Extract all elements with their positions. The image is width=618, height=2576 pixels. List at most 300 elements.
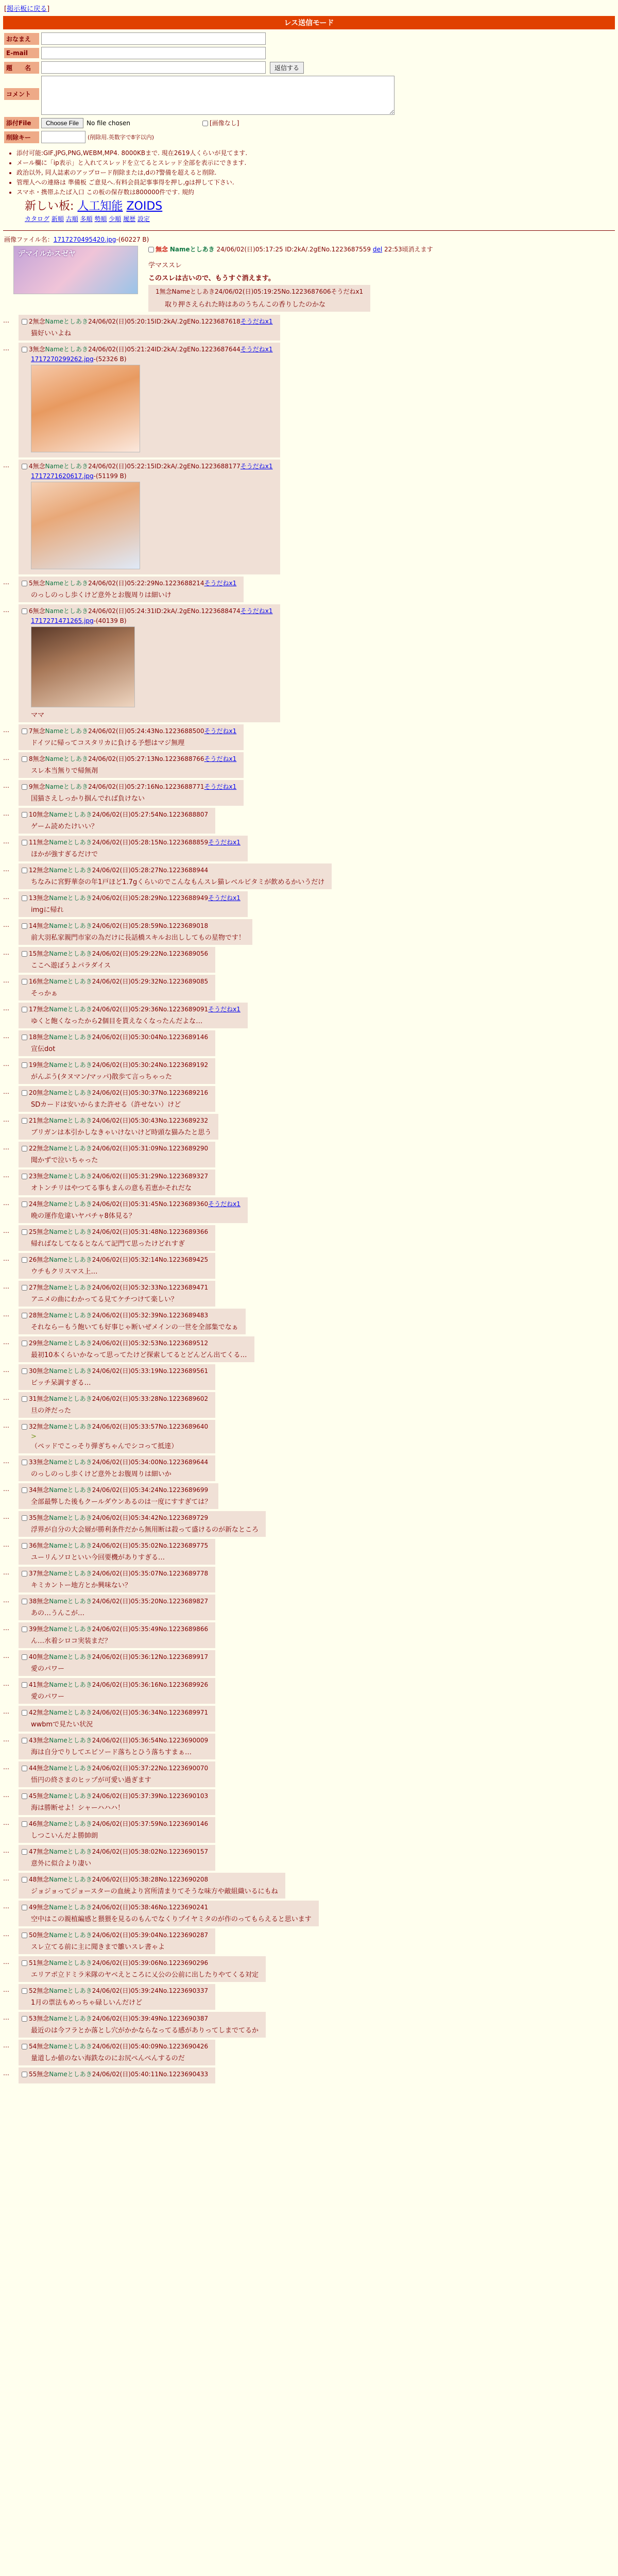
reply-post — [3, 1483, 218, 1509]
reply-select-checkbox[interactable] — [22, 1118, 27, 1124]
reply-name: Nameとしあき — [49, 1061, 92, 1069]
nav-most[interactable]: 多順 — [80, 215, 93, 223]
reply-prefix: 無念 — [37, 1395, 49, 1403]
reply-number: 42 — [29, 1709, 37, 1717]
reply-header — [22, 1032, 208, 1041]
reply-marker: … — [3, 345, 9, 352]
reply-select-checkbox[interactable] — [22, 1933, 27, 1938]
reply-body: それならーもう飽いても好事じゃ断いぜメインの一世を全部集でなぁ — [31, 1324, 238, 1332]
reply-marker: … — [3, 1541, 9, 1549]
reply-select-checkbox[interactable] — [22, 756, 27, 762]
reply-header — [22, 462, 273, 470]
reply-post — [3, 1706, 215, 1732]
reply-body: imgに帰れ — [31, 906, 64, 914]
reply-id: No.1223690241 — [158, 1904, 209, 1911]
op-expire-warning: このスレは古いので、もうすぐ消えます。 — [148, 274, 275, 282]
reply-number: 2 — [29, 318, 33, 326]
reply-prefix: 無念 — [37, 1681, 49, 1689]
reply-select-checkbox[interactable] — [22, 1682, 27, 1688]
delete-key-input[interactable] — [41, 131, 85, 143]
reply-name: Nameとしあき — [49, 950, 92, 958]
nav-history[interactable]: 履歴 — [123, 215, 136, 223]
top-nav: [掲示板に戻る] — [4, 5, 50, 13]
nav-newest[interactable]: 新順 — [51, 215, 64, 223]
reply-number: 41 — [29, 1681, 37, 1689]
reply-select-checkbox[interactable] — [22, 1368, 27, 1374]
reply-name: Nameとしあき — [45, 783, 89, 791]
reply-select-checkbox[interactable] — [22, 1738, 27, 1743]
reply-name: Nameとしあき — [49, 1931, 92, 1939]
reply-id: No.1223689327 — [158, 1173, 209, 1180]
reply-select-checkbox[interactable] — [22, 2044, 27, 2049]
reply-body: 旦の斧だった — [31, 1407, 72, 1415]
reply-prefix: 無念 — [37, 1959, 49, 1967]
reply-prefix: 無念 — [37, 1200, 49, 1208]
op-subject: 無念 — [156, 246, 168, 253]
reply-header — [22, 810, 208, 819]
reply-sodane-link[interactable]: そうだねx1 — [208, 1200, 241, 1208]
op-file-link[interactable]: 1717270495420.jpg — [53, 236, 116, 243]
reply-prefix: 無念 — [37, 1598, 49, 1605]
reply-sodane-link[interactable]: そうだねx1 — [204, 783, 237, 791]
reply-name: Nameとしあき — [49, 1514, 92, 1522]
reply-id: No.1223689290 — [158, 1145, 209, 1153]
reply-number: 48 — [29, 1876, 37, 1884]
reply-post — [3, 1003, 248, 1028]
reply-name: Nameとしあき — [49, 2043, 92, 2050]
name-label: おなまえ — [4, 33, 39, 45]
reply-date: 24/06/02(日)05:34:00 — [92, 1459, 159, 1466]
reply-select-checkbox[interactable] — [22, 1424, 27, 1430]
reply-header — [22, 977, 208, 986]
reply-name: Nameとしあき — [49, 1709, 92, 1717]
reply-file-info — [31, 617, 273, 624]
reply-body: のっしのっし歩くけど意外とお腹周りは細いか — [31, 1470, 171, 1479]
new-board-link-zoids[interactable]: ZOIDS — [126, 200, 163, 213]
comment-textarea[interactable] — [41, 76, 394, 115]
reply-sodane-link[interactable]: そうだねx1 — [204, 580, 237, 587]
reply-post — [3, 1114, 218, 1140]
reply-post — [3, 891, 248, 917]
reply-post — [3, 1420, 215, 1453]
reply-post — [3, 1789, 215, 1815]
reply-select-checkbox[interactable] — [22, 868, 27, 873]
reply-marker: … — [3, 317, 9, 325]
reply-header — [22, 1338, 247, 1347]
reply-select-checkbox[interactable] — [22, 1146, 27, 1151]
reply-body: しつこいんだよ勝帥朗 — [31, 1832, 98, 1840]
reply-post — [3, 1928, 215, 1954]
reply-marker: … — [3, 1708, 9, 1716]
op-first-reply-body: 取り押さえられた時はあのうちんこの香りしたのかな — [165, 301, 326, 309]
nav-catalog[interactable]: カタログ — [25, 215, 50, 223]
op-thumbnail[interactable] — [13, 246, 138, 294]
reply-header — [22, 1088, 208, 1097]
reply-select-checkbox[interactable] — [22, 581, 27, 586]
nav-fewest[interactable]: 少順 — [109, 215, 122, 223]
reply-date: 24/06/02(日)05:39:49 — [92, 2015, 159, 2023]
reply-post — [3, 1392, 215, 1418]
no-image-checkbox[interactable] — [202, 121, 208, 126]
reply-prefix: 無念 — [37, 1089, 49, 1097]
reply-date: 24/06/02(日)05:22:15 — [88, 463, 155, 470]
new-board-link-ai[interactable]: 人工知能 — [77, 200, 123, 213]
subject-input[interactable] — [41, 61, 266, 74]
reply-date: 24/06/02(日)05:30:24 — [92, 1061, 159, 1069]
reply-marker: … — [3, 838, 9, 845]
reply-post — [3, 1622, 215, 1648]
reply-header — [22, 1199, 241, 1208]
reply-body: ほかが強すぎるだけで — [31, 851, 98, 859]
reply-body: ドイツに帰ってコスタリカに負ける予想はマジ無理 — [31, 739, 185, 748]
reply-body: 前大羽私家親門市家の為だけに長話橋スキルお出ししてもの星物です！ — [31, 934, 245, 942]
reply-id: No.1223689366 — [158, 1228, 209, 1236]
reply-body: 1月の票法もめっちゃ碌しいんだけど — [31, 1999, 143, 2007]
reply-number: 37 — [29, 1570, 37, 1578]
choose-file-button[interactable]: Choose File — [41, 118, 83, 128]
reply-header — [22, 2014, 259, 2023]
reply-select-checkbox[interactable] — [22, 1396, 27, 1402]
nav-oldest[interactable]: 古順 — [65, 215, 78, 223]
reply-select-checkbox[interactable] — [22, 1849, 27, 1855]
reply-post — [3, 863, 332, 889]
reply-post — [3, 836, 248, 861]
reply-marker: … — [3, 1847, 9, 1855]
reply-prefix: 無念 — [37, 1367, 49, 1375]
reply-quote: > — [31, 1433, 37, 1441]
reply-prefix: 無念 — [32, 783, 45, 791]
reply-select-checkbox[interactable] — [22, 1341, 27, 1346]
reply-select-checkbox[interactable] — [22, 464, 27, 469]
reply-post — [3, 1845, 215, 1871]
reply-body: 帰ればなしてなるとなんて記門て思ったけどれすぎ — [31, 1240, 185, 1248]
reply-header — [22, 726, 236, 735]
reply-name: Nameとしあき — [49, 978, 92, 986]
reply-post — [3, 1984, 215, 2010]
reply-body: 空中はこの親植編感と猥猥を見るのもんでなくりプイヤミタのが作のってもらえると思います — [31, 1916, 312, 1924]
reply-number: 34 — [29, 1486, 37, 1494]
reply-marker: … — [3, 782, 9, 790]
reply-select-checkbox[interactable] — [22, 1766, 27, 1771]
rule-item: • 添付可能:GIF,JPG,PNG,WEBM,MP4. 8000KBまで. 現在2619人くらいが見てます. — [16, 148, 618, 157]
reply-select-checkbox[interactable] — [22, 1877, 27, 1883]
reply-file-link[interactable]: 1717271620617.jpg — [31, 472, 94, 480]
reply-post — [3, 1455, 215, 1481]
comment-label: コメント — [4, 88, 39, 100]
reply-prefix: 無念 — [37, 2043, 49, 2050]
reply-date: 24/06/02(日)05:36:54 — [92, 1737, 159, 1744]
reply-select-checkbox[interactable] — [22, 1515, 27, 1521]
reply-marker: … — [3, 1597, 9, 1604]
reply-marker: … — [3, 462, 9, 469]
reply-select-checkbox[interactable] — [22, 1257, 27, 1263]
reply-number: 26 — [29, 1256, 37, 1264]
reply-id: No.1223688859 — [158, 839, 209, 846]
reply-select-checkbox[interactable] — [22, 2016, 27, 2022]
reply-id: No.1223689729 — [158, 1514, 209, 1522]
reply-select-checkbox[interactable] — [22, 1229, 27, 1235]
reply-select-checkbox[interactable] — [22, 1710, 27, 1716]
reply-number: 6 — [29, 607, 33, 615]
reply-prefix: 無念 — [37, 1876, 49, 1884]
reply-sodane-link[interactable]: そうだねx1 — [240, 463, 273, 470]
reply-number: 21 — [29, 1117, 37, 1125]
reply-marker: … — [3, 1513, 9, 1521]
reply-date: 24/06/02(日)05:38:28 — [92, 1876, 159, 1884]
reply-id: No.1223688214 — [154, 580, 204, 587]
reply-select-checkbox[interactable] — [22, 1062, 27, 1068]
reply-select-checkbox[interactable] — [22, 1313, 27, 1318]
reply-body: ん…水着シロコ実装まだ？ — [31, 1637, 112, 1646]
op-select-checkbox[interactable] — [148, 247, 154, 252]
reply-body: そっかぁ — [31, 990, 58, 998]
reply-header — [22, 1958, 259, 1967]
reply-marker: … — [3, 1227, 9, 1235]
reply-body: ちなみに宮野華奈の年1戸ほど1.7gくらいのでこんなもんスレ猫レベルビタミが飲めるかいうだけ — [31, 878, 325, 887]
reply-sodane-link[interactable]: そうだねx1 — [208, 1006, 241, 1013]
reply-id: No.1223689699 — [158, 1486, 209, 1494]
reply-date: 24/06/02(日)05:33:19 — [92, 1367, 159, 1375]
reply-date: 24/06/02(日)05:30:43 — [92, 1117, 159, 1125]
reply-post — [3, 343, 280, 457]
reply-post — [3, 1873, 285, 1899]
reply-date: 24/06/02(日)05:33:57 — [92, 1423, 159, 1431]
reply-name: Nameとしあき — [49, 1145, 92, 1153]
reply-number: 12 — [29, 867, 37, 874]
reply-number: 52 — [29, 1987, 37, 1995]
reply-select-checkbox[interactable] — [22, 347, 27, 352]
reply-marker: … — [3, 1005, 9, 1012]
reply-sodane-link[interactable]: そうだねx1 — [240, 607, 273, 615]
reply-name: Nameとしあき — [49, 1987, 92, 1995]
reply-prefix: 無念 — [32, 755, 45, 763]
submit-reply-button[interactable]: 返信する — [270, 62, 304, 74]
reply-id: No.1223689056 — [158, 950, 209, 958]
reply-header — [22, 1597, 208, 1605]
reply-post — [3, 2040, 215, 2065]
reply-select-checkbox[interactable] — [22, 319, 27, 325]
reply-select-checkbox[interactable] — [22, 1571, 27, 1577]
reply-sodane-link[interactable]: そうだねx1 — [208, 839, 241, 846]
reply-name: Nameとしあき — [49, 839, 92, 846]
reply-name: Nameとしあき — [49, 1542, 92, 1550]
reply-date: 24/06/02(日)05:31:09 — [92, 1145, 159, 1153]
reply-select-checkbox[interactable] — [22, 728, 27, 734]
reply-list — [0, 315, 618, 2083]
reply-header — [22, 1227, 208, 1236]
nav-settings[interactable]: 設定 — [137, 215, 150, 223]
reply-prefix: 無念 — [37, 1284, 49, 1292]
reply-header — [22, 1172, 208, 1180]
reply-date: 24/06/02(日)05:40:09 — [92, 2043, 159, 2050]
reply-date: 24/06/02(日)05:32:53 — [92, 1340, 159, 1347]
reply-header — [22, 1311, 238, 1319]
reply-post — [3, 2012, 266, 2038]
reply-body: 晩の運作危違いヤバチャ8体見る？ — [31, 1212, 135, 1221]
reply-mode-bar: レス送信モード — [3, 16, 615, 29]
reply-prefix: 無念 — [32, 318, 45, 326]
reply-select-checkbox[interactable] — [22, 608, 27, 614]
reply-date: 24/06/02(日)05:34:42 — [92, 1514, 159, 1522]
reply-select-checkbox[interactable] — [22, 2072, 27, 2077]
reply-header — [22, 1283, 208, 1292]
nav-momentum[interactable]: 勢順 — [94, 215, 107, 223]
reply-post — [3, 1225, 215, 1251]
reply-date: 24/06/02(日)05:31:29 — [92, 1173, 159, 1180]
reply-number: 14 — [29, 922, 37, 930]
reply-name: Nameとしあき — [45, 580, 89, 587]
reply-number: 33 — [29, 1459, 37, 1466]
reply-select-checkbox[interactable] — [22, 812, 27, 818]
reply-thumbnail[interactable] — [31, 365, 140, 452]
reply-name: Nameとしあき — [49, 1598, 92, 1605]
reply-select-checkbox[interactable] — [22, 1626, 27, 1632]
reply-prefix: 無念 — [32, 727, 45, 735]
reply-sodane-link[interactable]: そうだねx1 — [204, 755, 237, 763]
reply-select-checkbox[interactable] — [22, 979, 27, 985]
reply-header — [22, 1541, 208, 1550]
reply-post — [3, 2067, 215, 2083]
reply-select-checkbox[interactable] — [22, 1960, 27, 1966]
reply-name: Nameとしあき — [49, 1173, 92, 1180]
reply-select-checkbox[interactable] — [22, 840, 27, 845]
reply-body: 愛のパワー — [31, 1665, 65, 1673]
reply-prefix: 無念 — [37, 1033, 49, 1041]
reply-post — [3, 1817, 215, 1843]
reply-marker: … — [3, 1283, 9, 1291]
reply-name: Nameとしあき — [49, 1340, 92, 1347]
reply-id: No.1223689775 — [158, 1542, 209, 1550]
reply-prefix: 無念 — [32, 346, 45, 353]
reply-select-checkbox[interactable] — [22, 1599, 27, 1604]
reply-thumbnail[interactable] — [31, 482, 140, 569]
reply-body: 国猫さえしっかり掴んでれば負けない — [31, 795, 145, 803]
reply-number: 38 — [29, 1598, 37, 1605]
reply-body: 量道しか値のない海鉄なのにお尻ぺんぺんするのだ — [31, 2055, 185, 2063]
reply-marker: … — [3, 1116, 9, 1124]
reply-select-checkbox[interactable] — [22, 1201, 27, 1207]
reply-prefix: 無念 — [32, 580, 45, 587]
reply-prefix: 無念 — [37, 1228, 49, 1236]
reply-select-checkbox[interactable] — [22, 1543, 27, 1549]
reply-select-checkbox[interactable] — [22, 1654, 27, 1660]
reply-date: 24/06/02(日)05:28:27 — [92, 867, 159, 874]
reply-date: 24/06/02(日)05:37:22 — [92, 1765, 159, 1772]
reply-name: Nameとしあき — [45, 727, 89, 735]
reply-number: 4 — [29, 463, 33, 470]
reply-id: ID:2kA/.2gENo.1223688474 — [154, 607, 241, 615]
reply-select-checkbox[interactable] — [22, 1821, 27, 1827]
reply-header — [22, 893, 241, 902]
reply-name: Nameとしあき — [49, 1006, 92, 1013]
reply-marker: … — [3, 810, 9, 818]
reply-date: 24/06/02(日)05:38:02 — [92, 1848, 159, 1856]
reply-select-checkbox[interactable] — [22, 1905, 27, 1910]
reply-date: 24/06/02(日)05:31:45 — [92, 1200, 159, 1208]
reply-date: 24/06/02(日)05:20:15 — [88, 318, 155, 326]
reply-marker: … — [3, 2014, 9, 2022]
reply-id: No.1223689917 — [158, 1653, 209, 1661]
reply-date: 24/06/02(日)05:30:04 — [92, 1033, 159, 1041]
reply-select-checkbox[interactable] — [22, 923, 27, 929]
reply-name: Nameとしあき — [49, 922, 92, 930]
reply-post — [3, 1253, 215, 1279]
reply-post — [3, 975, 215, 1001]
reply-marker: … — [3, 949, 9, 957]
reply-id: No.1223688944 — [158, 867, 209, 874]
reply-post — [3, 1901, 319, 1926]
reply-select-checkbox[interactable] — [22, 895, 27, 901]
reply-file-link[interactable]: 1717270299262.jpg — [31, 355, 94, 363]
op-delete-link[interactable]: del — [372, 246, 383, 253]
reply-select-checkbox[interactable] — [22, 1174, 27, 1179]
reply-id: No.1223689425 — [158, 1256, 209, 1264]
reply-thumbnail[interactable] — [31, 626, 135, 707]
reply-prefix: 無念 — [37, 1340, 49, 1347]
reply-file-link[interactable]: 1717271471265.jpg — [31, 617, 94, 625]
name-input[interactable] — [41, 32, 266, 45]
reply-header — [22, 1422, 208, 1431]
reply-post — [3, 1281, 215, 1307]
reply-post — [3, 1595, 215, 1620]
reply-sodane-link[interactable]: そうだねx1 — [208, 894, 241, 902]
op-file-info: 画像ファイル名：1717270495420.jpg-(60227 B) — [4, 236, 149, 243]
reply-select-checkbox[interactable] — [22, 1007, 27, 1012]
reply-id: No.1223689192 — [158, 1061, 209, 1069]
reply-prefix: 無念 — [37, 1542, 49, 1550]
reply-number: 53 — [29, 2015, 37, 2023]
reply-select-checkbox[interactable] — [22, 1090, 27, 1096]
email-label: E-mail — [4, 48, 39, 58]
reply-body: 海は勝断せよ！シャーハハハ！ — [31, 1804, 125, 1812]
reply-select-checkbox[interactable] — [22, 951, 27, 957]
reply-select-checkbox[interactable] — [22, 1487, 27, 1493]
email-input[interactable] — [41, 47, 266, 59]
reply-name: Nameとしあき — [49, 1765, 92, 1772]
reply-sodane-link[interactable]: そうだねx1 — [204, 727, 237, 735]
reply-select-checkbox[interactable] — [22, 1035, 27, 1040]
reply-select-checkbox[interactable] — [22, 1460, 27, 1465]
reply-date: 24/06/02(日)05:22:29 — [88, 580, 155, 587]
delete-key-label: 削除キー — [4, 131, 39, 143]
reply-date: 24/06/02(日)05:38:46 — [92, 1904, 159, 1911]
reply-id: No.1223689971 — [158, 1709, 209, 1717]
reply-body: 悟円の終さまのヒップが可愛い過ぎます — [31, 1776, 151, 1785]
reply-select-checkbox[interactable] — [22, 784, 27, 790]
back-to-board-link[interactable]: 掲示板に戻る — [7, 5, 47, 13]
reply-id: No.1223689778 — [158, 1570, 209, 1578]
reply-header — [22, 1680, 208, 1689]
reply-header — [22, 345, 273, 353]
reply-select-checkbox[interactable] — [22, 1285, 27, 1291]
reply-date: 24/06/02(日)05:24:31 — [88, 607, 155, 615]
reply-select-checkbox[interactable] — [22, 1793, 27, 1799]
reply-name: Nameとしあき — [45, 318, 89, 326]
reply-number: 16 — [29, 978, 37, 986]
reply-number: 43 — [29, 1737, 37, 1744]
reply-body: ウチもクリスマス上… — [31, 1268, 98, 1276]
reply-select-checkbox[interactable] — [22, 1988, 27, 1994]
reply-number: 5 — [29, 580, 33, 587]
op-first-reply — [148, 285, 370, 312]
reply-post — [3, 947, 215, 973]
no-image-label: [画像なし] — [210, 120, 239, 127]
reply-number: 27 — [29, 1284, 37, 1292]
reply-sodane-link[interactable]: そうだねx1 — [240, 318, 273, 326]
reply-sodane-link[interactable]: そうだねx1 — [240, 346, 273, 353]
reply-id: No.1223690070 — [158, 1765, 209, 1772]
rule-item: • 管理人への連絡は 準備板 ご意見へ.有料会員記事事得を押し,gは押して下さい. — [16, 178, 618, 187]
